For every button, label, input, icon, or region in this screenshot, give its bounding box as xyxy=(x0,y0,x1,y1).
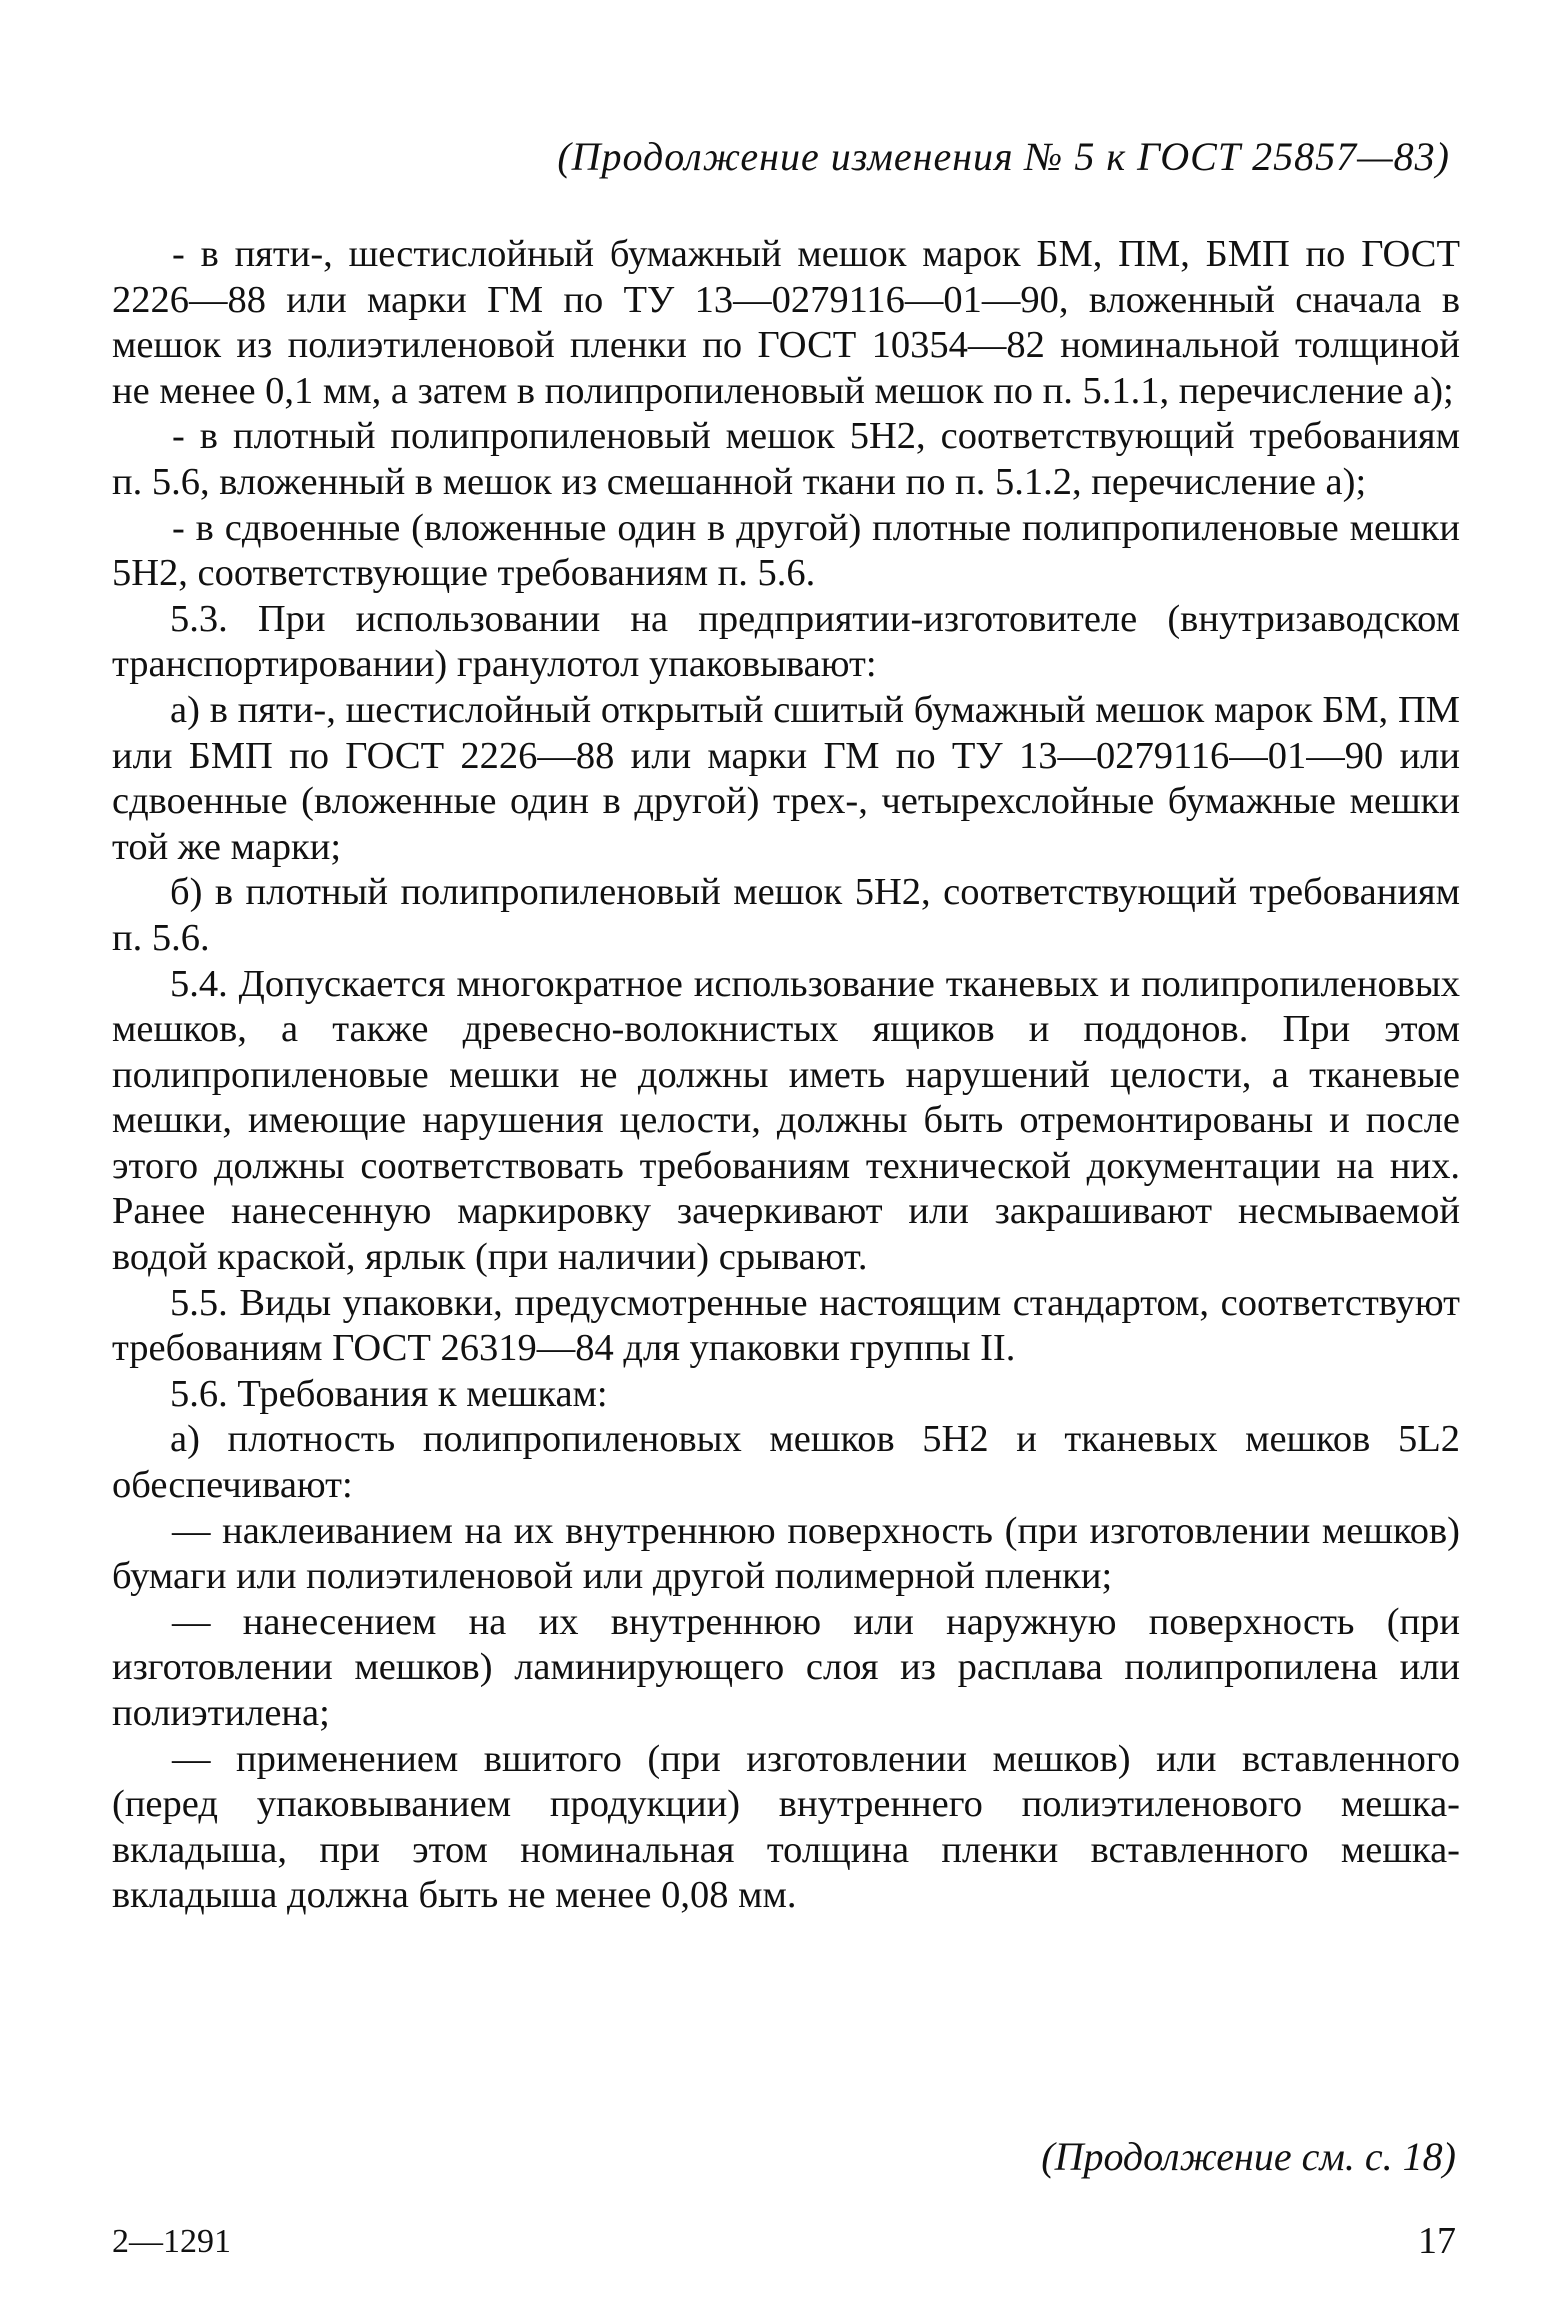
list-item: — наклеиванием на их внутреннюю поверхность (при изготовлении мешков) бумаги или полиэтиленовой или другой полимерной пленки; xyxy=(112,1509,1460,1598)
print-order-code: 2—1291 xyxy=(112,2223,231,2260)
page-number: 17 xyxy=(1418,2220,1456,2262)
clause-5-4: 5.4. Допускается многократное использование тканевых и полипропиленовых мешков, а также древесно-волокнистых ящиков и поддонов. При этом полипропиленовые мешки не должны иметь нарушений целости, а тканевые мешки, имеющие нарушения целости, должны быть отремонтированы и после этого должны соответствовать требованиям технической документации на них. Ранее нанесенную маркировку зачеркивают или закрашивают несмываемой водой краской, ярлык (при наличии) срывают. xyxy=(112,962,1460,1279)
list-item: — применением вшитого (при изготовлении мешков) или вставленного (перед упаковыванием продукции) внутреннего полиэтиленового мешка-вкладыша, при этом номинальная толщина пленки вставленного мешка-вкладыша должна быть не менее 0,08 мм. xyxy=(112,1737,1460,1917)
clause-5-5: 5.5. Виды упаковки, предусмотренные настоящим стандартом, соответствуют требованиям ГОСТ 26319—84 для упаковки группы II. xyxy=(112,1281,1460,1370)
running-header: (Продолжение изменения № 5 к ГОСТ 25857—83) xyxy=(557,134,1450,179)
clause-5-6: 5.6. Требования к мешкам: xyxy=(170,1372,608,1415)
continuation-note: (Продолжение см. с. 18) xyxy=(1041,2134,1456,2179)
list-item: а) в пяти-, шестислойный открытый сшитый бумажный мешок марок БМ, ПМ или БМП по ГОСТ 2226—88 или марки ГМ по ТУ 13—0279116—01—90 или сдвоенные (вложенные один в другой) трех-, четырехслойные бумажные мешки той же марки; xyxy=(112,688,1460,868)
list-item: - в сдвоенные (вложенные один в другой) плотные полипропиленовые мешки 5Н2, соответствующие требованиям п. 5.6. xyxy=(112,506,1460,595)
body-text xyxy=(112,232,1460,1919)
clause-5-3: 5.3. При использовании на предприятии-изготовителе (внутризаводском транспортировании) гранулотол упаковывают: xyxy=(112,597,1460,686)
list-item: — нанесением на их внутреннюю или наружную поверхность (при изготовлении мешков) ламинирующего слоя из расплава полипропилена или полиэтилена; xyxy=(112,1600,1460,1734)
list-item: а) плотность полипропиленовых мешков 5Н2 и тканевых мешков 5L2 обеспечивают: xyxy=(112,1418,1460,1507)
list-item: б) в плотный полипропиленовый мешок 5Н2, соответствующий требованиям п. 5.6. xyxy=(112,871,1460,959)
list-item: - в плотный полипропиленовый мешок 5Н2, соответствующий требованиям п. 5.6, вложенный в мешок из смешанной ткани по п. 5.1.2, перечисление а); xyxy=(112,415,1460,503)
list-item: - в пяти-, шестислойный бумажный мешок марок БМ, ПМ, БМП по ГОСТ 2226—88 или марки ГМ по ТУ 13—0279116—01—90, вложенный сначала в мешок из полиэтиленовой пленки по ГОСТ 10354—82 номинальной толщиной не менее 0,1 мм, а затем в полипропиленовый мешок по п. 5.1.1, перечисление а); xyxy=(112,233,1460,412)
